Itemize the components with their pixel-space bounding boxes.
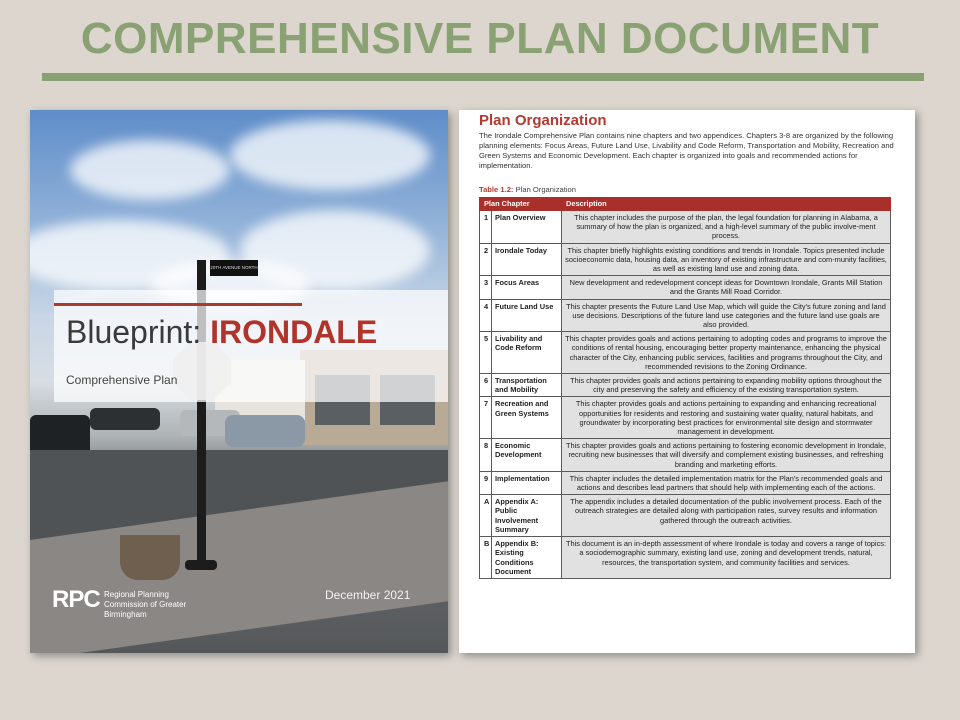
table-row [480, 332, 891, 374]
rpc-logo-letters: RPC [52, 586, 100, 613]
rpc-logo [48, 584, 188, 624]
chapter-description: This chapter briefly highlights existing conditions and trends in Irondale. Topics presented include socioeconomic data, housing data, an inventory of existing infrastructure and com-munity facilities, as well as existing land use and zoning data. [562, 243, 891, 276]
chapter-name: Livability and Code Reform [492, 332, 562, 374]
table-caption [479, 185, 576, 194]
table-row [480, 471, 891, 494]
cover-title-prefix: Blueprint: [66, 314, 202, 350]
table-row [480, 299, 891, 332]
chapter-description: The appendix includes a detailed documentation of the public involvement process. Each of the outreach strategies are detailed along with participation rates, survey results and information gathered through the outreach activities. [562, 495, 891, 537]
chapter-description: This chapter provides goals and actions pertaining to expanding mobility options throughout the city and preserving the safety and efficiency of the existing transportation system. [562, 374, 891, 397]
cover-title-accent: IRONDALE [210, 314, 378, 350]
chapter-number: 3 [480, 276, 492, 299]
chapter-description: This chapter includes the detailed implementation matrix for the Plan's recommended goals and actions and describes lead partners that should help with implementing each of the actions. [562, 471, 891, 494]
chapter-name: Appendix B: Existing Conditions Document [492, 537, 562, 579]
street-sign: 20TH AVENUE NORTH [210, 260, 258, 276]
sign-pole-base [185, 560, 217, 570]
cloud [230, 120, 430, 190]
chapter-description: New development and redevelopment concept ideas for Downtown Irondale, Grants Mill Station and the Grants Mill Road Corridor. [562, 276, 891, 299]
chapter-description: This chapter provides goals and actions pertaining to expanding and enhancing recreational opportunities for residents and restoring and sustaining water quality, natural habitats, and groundwater by incorporating best practices for environmental site design and stormwater management in development. [562, 397, 891, 439]
table-row [480, 374, 891, 397]
table-row [480, 537, 891, 579]
table-row [480, 211, 891, 244]
chapter-number: A [480, 495, 492, 537]
chapter-number: 7 [480, 397, 492, 439]
chapter-number: 9 [480, 471, 492, 494]
title-underline [42, 73, 924, 81]
chapter-name: Future Land Use [492, 299, 562, 332]
table-row [480, 276, 891, 299]
chapter-number: 8 [480, 439, 492, 472]
chapter-description: This document is an in-depth assessment of where Irondale is today and covers a range of topics: a sociodemographic summary, existing land use, zoning and development trends, natural, resources, the transportation system, and community facilities and services. [562, 537, 891, 579]
cloud [70, 140, 230, 200]
chapter-description: This chapter provides goals and actions pertaining to fostering economic development in Irondale, recruiting new businesses that will diversify and complement existing businesses, and refreshing branding and marketing efforts. [562, 439, 891, 472]
chapter-name: Recreation and Green Systems [492, 397, 562, 439]
table-row [480, 243, 891, 276]
cover-subtitle: Comprehensive Plan [66, 373, 178, 387]
page-intro: The Irondale Comprehensive Plan contains nine chapters and two appendices. Chapters 3-8 are organized by the following planning elements: Focus Areas, Future Land Use, Livability and Code Reform, Transportation and Mobility, Recreation and Green Systems and Economic Development. Each chapter is organized into goals and recommended actions for implementation. [479, 131, 894, 170]
page-heading: Plan Organization [479, 112, 607, 129]
table-header-row [480, 198, 891, 211]
table-caption-label: Table 1.2: [479, 185, 514, 194]
chapter-name: Appendix A: Public Involvement Summary [492, 495, 562, 537]
chapter-description: This chapter provides goals and actions pertaining to adopting codes and programs to improve the conditions of rental housing, encouraging better property maintenance, enhancing the physical character of the City, enhancing public services, facilities and programs throughout the City, and recommended revisions to the Zoning Ordinance. [562, 332, 891, 374]
chapter-description: This chapter presents the Future Land Use Map, which will guide the City's future zoning and land use decisions. Descriptions of the future land use categories and the future land use goals are also provided. [562, 299, 891, 332]
parked-car [90, 408, 160, 430]
planter-pot [120, 535, 180, 580]
plan-organization-table [479, 197, 891, 579]
chapter-number: 2 [480, 243, 492, 276]
table-row [480, 397, 891, 439]
chapter-name: Focus Areas [492, 276, 562, 299]
chapter-number: 6 [480, 374, 492, 397]
cover-title [66, 314, 377, 351]
chapter-number: 4 [480, 299, 492, 332]
table-header-description: Description [562, 198, 891, 211]
plan-organization-page [459, 110, 915, 653]
chapter-name: Implementation [492, 471, 562, 494]
table-caption-text: Plan Organization [515, 185, 576, 194]
chapter-number: 1 [480, 211, 492, 244]
chapter-description: This chapter includes the purpose of the plan, the legal foundation for planning in Alabama, a summary of how the plan is organized, and a high-level summary of the public involve-ment process. [562, 211, 891, 244]
chapter-name: Plan Overview [492, 211, 562, 244]
table-row [480, 439, 891, 472]
rpc-logo-org: Regional Planning Commission of Greater Birmingham [104, 590, 187, 619]
chapter-number: 5 [480, 332, 492, 374]
cover-date: December 2021 [325, 588, 411, 602]
slide-title: COMPREHENSIVE PLAN DOCUMENT [80, 14, 880, 63]
chapter-name: Economic Development [492, 439, 562, 472]
cover-title-rule [54, 303, 302, 306]
chapter-name: Transportation and Mobility [492, 374, 562, 397]
parked-car [225, 415, 305, 447]
chapter-number: B [480, 537, 492, 579]
table-header-chapter: Plan Chapter [480, 198, 562, 211]
table-row [480, 495, 891, 537]
chapter-name: Irondale Today [492, 243, 562, 276]
plan-cover-image [30, 110, 448, 653]
